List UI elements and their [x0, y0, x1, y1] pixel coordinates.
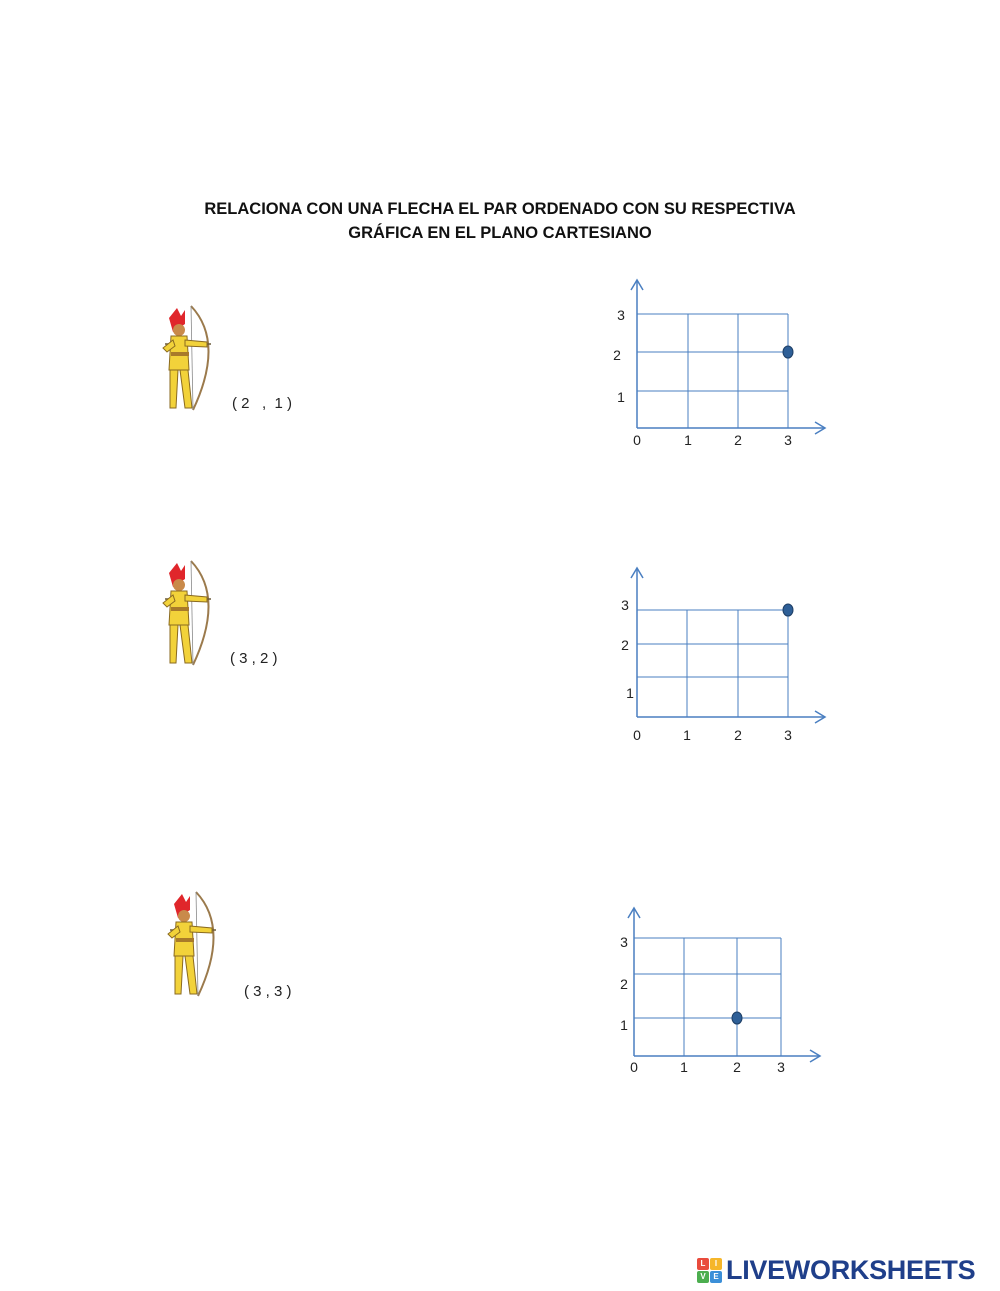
bow-string: [191, 561, 193, 665]
x-tick-label: 3: [777, 1059, 785, 1075]
head-shape: [173, 324, 185, 336]
y-tick-label: 2: [620, 976, 628, 992]
y-tick-label: 1: [620, 1017, 628, 1033]
plotted-point: [783, 604, 793, 616]
arm-shape: [185, 595, 207, 602]
logo-cube-i: I: [710, 1258, 722, 1270]
x-tick-label: 1: [680, 1059, 688, 1075]
ordered-pair-2[interactable]: ( 3 , 2 ): [230, 650, 278, 667]
left-leg-shape: [170, 370, 178, 408]
belt-shape: [171, 352, 189, 356]
x-tick-label: 2: [734, 432, 742, 448]
x-tick-label: 0: [633, 727, 641, 743]
belt-shape: [176, 938, 194, 942]
logo-cubes: [697, 1258, 722, 1283]
x-tick-label: 2: [733, 1059, 741, 1075]
y-tick-label: 3: [620, 934, 628, 950]
bow-shape: [196, 892, 214, 996]
arm-shape: [185, 340, 207, 347]
archer-illustration-2: [155, 557, 225, 669]
archer-illustration-3: [160, 888, 230, 1000]
right-leg-shape: [180, 370, 192, 408]
head-shape: [173, 579, 185, 591]
ordered-pair-1[interactable]: ( 2 , 1 ): [232, 395, 293, 412]
y-tick-label: 3: [621, 597, 629, 613]
y-tick-label: 1: [626, 685, 634, 701]
bow-string: [196, 892, 198, 996]
belt-shape: [171, 607, 189, 611]
x-tick-label: 0: [630, 1059, 638, 1075]
x-tick-label: 2: [734, 727, 742, 743]
logo-cube-e: E: [710, 1271, 722, 1283]
x-tick-label: 3: [784, 432, 792, 448]
x-tick-label: 3: [784, 727, 792, 743]
left-leg-shape: [170, 625, 178, 663]
arm-shape: [190, 926, 212, 933]
left-leg-shape: [175, 956, 183, 994]
x-tick-label: 1: [684, 432, 692, 448]
title-line-1: RELACIONA CON UNA FLECHA EL PAR ORDENADO CON SU RESPECTIVA: [204, 200, 796, 218]
y-tick-label: 3: [617, 307, 625, 323]
logo-text: LIVEWORKSHEETS: [726, 1254, 976, 1285]
logo-cube-l: L: [697, 1258, 709, 1270]
worksheet-title: [100, 197, 900, 245]
bow-shape: [191, 561, 209, 665]
head-shape: [178, 910, 190, 922]
right-leg-shape: [180, 625, 192, 663]
liveworksheets-logo: [697, 1255, 975, 1285]
bow-shape: [191, 306, 209, 410]
cartesian-plane-1[interactable]: [600, 270, 840, 460]
bow-string: [191, 306, 193, 410]
y-tick-label: 1: [617, 389, 625, 405]
x-tick-label: 1: [683, 727, 691, 743]
right-leg-shape: [185, 956, 197, 994]
y-tick-label: 2: [621, 637, 629, 653]
y-tick-label: 2: [613, 347, 621, 363]
cartesian-plane-2[interactable]: [600, 560, 840, 750]
plotted-point: [783, 346, 793, 358]
title-line-2: GRÁFICA EN EL PLANO CARTESIANO: [348, 224, 652, 242]
logo-cube-v: V: [697, 1271, 709, 1283]
ordered-pair-3[interactable]: ( 3 , 3 ): [244, 983, 292, 1000]
plotted-point: [732, 1012, 742, 1024]
x-tick-label: 0: [633, 432, 641, 448]
archer-illustration-1: [155, 302, 225, 414]
cartesian-plane-3[interactable]: [600, 900, 840, 1080]
